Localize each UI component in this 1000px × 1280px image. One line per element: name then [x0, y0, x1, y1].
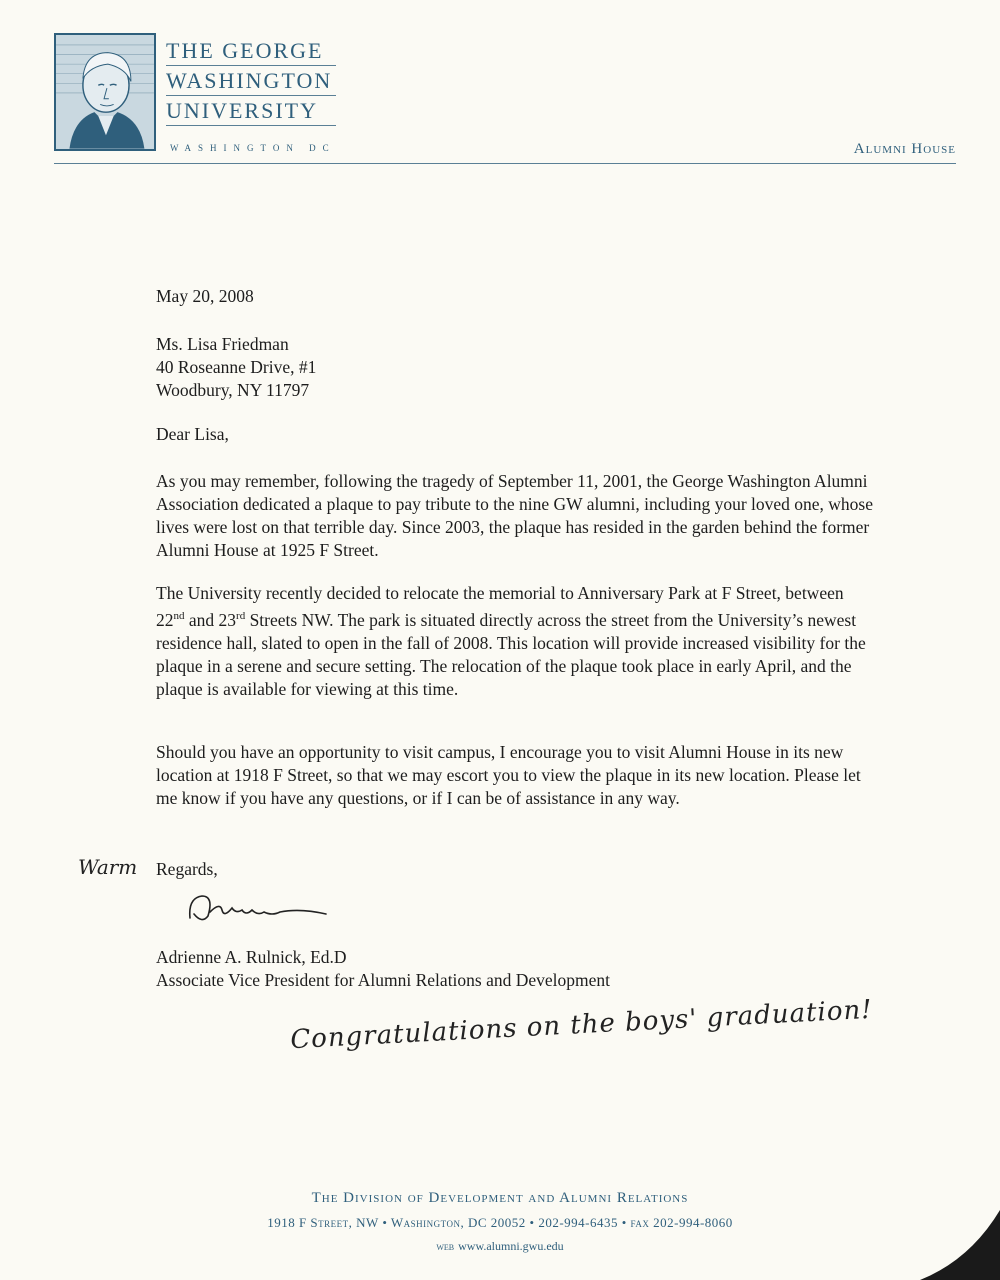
recipient-city: Woodbury, NY 11797 [156, 380, 310, 400]
page-corner-shadow [910, 1170, 1000, 1280]
salutation: Dear Lisa, [156, 424, 229, 444]
department-name: Alumni House [853, 141, 956, 157]
recipient-name: Ms. Lisa Friedman [156, 334, 289, 354]
signer-name: Adrienne A. Rulnick, Ed.D [156, 947, 347, 967]
paragraph-2-part-b: and 23 [184, 609, 237, 630]
handwritten-signature [180, 888, 330, 928]
university-name [166, 36, 336, 126]
paragraph-1: As you may remember, following the tragedy of September 11, 2001, the George Washington Alumni Association dedicated a plaque to pay tribute to the nine GW alumni, including your loved one, whose lives were lost on that terrible day. Since 2003, the plaque has resided in the garden behind the former Alumni House at 1925 F Street. [156, 471, 874, 560]
footer-division: The Division of Development and Alumni Relations [311, 1190, 689, 1206]
footer-address: 1918 F Street, NW • Washington, DC 20052 • 202-994-6435 • fax 202-994-8060 [267, 1215, 733, 1230]
footer-web-label: web [436, 1239, 455, 1253]
footer-web [0, 1239, 1000, 1254]
letter-date: May 20, 2008 [156, 286, 254, 306]
university-city: WASHINGTON DC [170, 143, 336, 153]
paragraph-2-part-c: Streets NW. The park is situated directly across the street from the University’s newest residence hall, slated to open in the fall of 2008. This location will provide increased visibility for the plaque in a serene and secure setting. The relocation of the plaque took place in early April, and the plaque is available for viewing at this time. [156, 609, 866, 699]
handwritten-warm: Warm [78, 855, 138, 879]
ordinal-suffix-nd: nd [173, 610, 185, 622]
handwritten-note: Congratulations on the boys' graduation! [289, 994, 874, 1056]
signer-title: Associate Vice President for Alumni Relations and Development [156, 970, 611, 990]
footer-web-url: www.alumni.gwu.edu [458, 1239, 564, 1253]
footer [0, 1190, 1000, 1254]
recipient-street: 40 Roseanne Drive, #1 [156, 357, 317, 377]
paragraph-2-part-a: The University recently decided to relocate the memorial to Anniversary Park at F Street, between 22 [156, 583, 844, 630]
header-divider [54, 163, 956, 164]
paragraph-3: Should you have an opportunity to visit campus, I encourage you to visit Alumni House in its new location at 1918 F Street, so that we may escort you to view the plaque in its new location. Please let me know if you have any questions, or if I can be of assistance in any way. [156, 742, 861, 808]
paragraph-2 [156, 582, 876, 701]
ordinal-suffix-rd: rd [236, 610, 246, 622]
university-name-line-3: UNIVERSITY [166, 96, 336, 126]
university-name-line-1: THE GEORGE [166, 36, 336, 66]
recipient-address [156, 333, 876, 402]
closing: Regards, [156, 859, 218, 879]
washington-portrait-logo [54, 33, 156, 151]
portrait-icon [56, 35, 154, 149]
university-name-line-2: WASHINGTON [166, 66, 336, 96]
